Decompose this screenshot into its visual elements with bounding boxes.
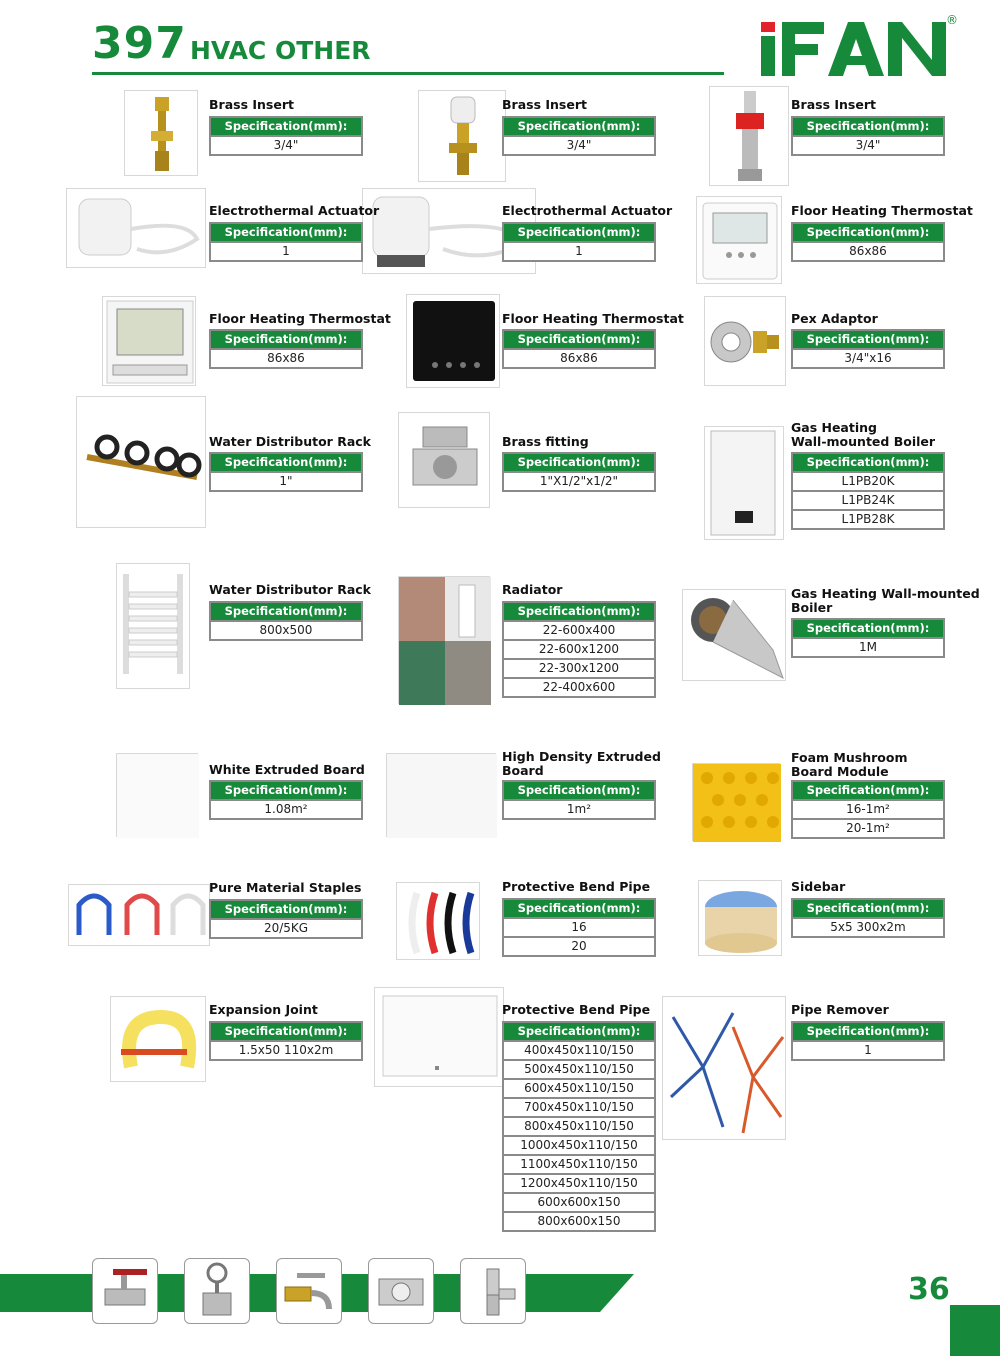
spec-value: L1PB28K bbox=[793, 509, 943, 528]
product-name: Pex Adaptor bbox=[791, 311, 878, 326]
spec-header: Specification(mm): bbox=[504, 1023, 654, 1040]
spec-header: Specification(mm): bbox=[793, 782, 943, 799]
brass-insert-icon bbox=[418, 90, 506, 182]
tray-icon bbox=[374, 987, 504, 1087]
spec-table bbox=[209, 899, 363, 939]
product-name: Expansion Joint bbox=[209, 1002, 318, 1017]
spec-header: Specification(mm): bbox=[504, 782, 654, 799]
spec-value: 1000x450x110/150 bbox=[504, 1135, 654, 1154]
spec-table bbox=[502, 601, 656, 698]
product-name: Water Distributor Rack bbox=[209, 434, 371, 449]
spec-table bbox=[502, 222, 656, 262]
spec-value: 1M bbox=[793, 637, 943, 656]
spec-header: Specification(mm): bbox=[793, 331, 943, 348]
page-number: 36 bbox=[908, 1272, 950, 1307]
spec-value: 1.5x50 110x2m bbox=[211, 1040, 361, 1059]
angle-valve-icon bbox=[460, 1258, 526, 1324]
spec-value: L1PB20K bbox=[793, 471, 943, 490]
spec-table bbox=[791, 1021, 945, 1061]
boiler-icon bbox=[704, 426, 784, 540]
spec-header: Specification(mm): bbox=[504, 224, 654, 241]
spec-value: 20/5KG bbox=[211, 918, 361, 937]
spec-value: 800x500 bbox=[211, 620, 361, 639]
spec-table bbox=[791, 618, 945, 658]
spec-header: Specification(mm): bbox=[504, 454, 654, 471]
expansion-joint-icon bbox=[110, 996, 206, 1082]
spec-header: Specification(mm): bbox=[793, 454, 943, 471]
product-name: Radiator bbox=[502, 582, 563, 597]
product-name: High Density Extruded Board bbox=[502, 749, 661, 778]
spec-header: Specification(mm): bbox=[793, 620, 943, 637]
spec-value: 16 bbox=[504, 917, 654, 936]
spec-value: 800x600x150 bbox=[504, 1211, 654, 1230]
spec-table bbox=[502, 116, 656, 156]
spec-table bbox=[502, 780, 656, 820]
catalog-code: 397 bbox=[92, 18, 187, 69]
spec-header: Specification(mm): bbox=[504, 603, 654, 620]
spec-table bbox=[502, 1021, 656, 1232]
product-name: White Extruded Board bbox=[209, 762, 365, 777]
spec-value: 5x5 300x2m bbox=[793, 917, 943, 936]
spec-value: 3/4" bbox=[793, 135, 943, 154]
spec-value: 600x450x110/150 bbox=[504, 1078, 654, 1097]
spec-table bbox=[502, 898, 656, 957]
spec-value: L1PB24K bbox=[793, 490, 943, 509]
spec-value: 1100x450x110/150 bbox=[504, 1154, 654, 1173]
spec-value: 1 bbox=[793, 1040, 943, 1059]
spec-header: Specification(mm): bbox=[793, 1023, 943, 1040]
radiator-icon bbox=[398, 576, 490, 704]
spec-value: 22-400x600 bbox=[504, 677, 654, 696]
mushroom-board-icon bbox=[692, 763, 780, 841]
spec-value: 400x450x110/150 bbox=[504, 1040, 654, 1059]
thermostat-icon bbox=[406, 294, 500, 388]
spec-value: 3/4" bbox=[504, 135, 654, 154]
ball-valve-icon bbox=[92, 1258, 158, 1324]
brass-insert-icon bbox=[124, 90, 198, 176]
product-name: Brass fitting bbox=[502, 434, 589, 449]
spec-value: 22-300x1200 bbox=[504, 658, 654, 677]
bend-pipe-icon bbox=[396, 882, 480, 960]
spec-value: 3/4"x16 bbox=[793, 348, 943, 367]
product-name: Brass Insert bbox=[209, 97, 294, 112]
spec-header: Specification(mm): bbox=[504, 331, 654, 348]
spec-value: 1.08m² bbox=[211, 799, 361, 818]
spec-header: Specification(mm): bbox=[211, 331, 361, 348]
spec-value: 1" bbox=[211, 471, 361, 490]
spec-table bbox=[791, 116, 945, 156]
brass-insert-icon bbox=[709, 86, 789, 186]
rack-icon bbox=[76, 396, 206, 528]
spec-value: 86x86 bbox=[793, 241, 943, 260]
spec-header: Specification(mm): bbox=[211, 454, 361, 471]
product-name: Electrothermal Actuator bbox=[502, 203, 673, 218]
svg-text:®: ® bbox=[946, 13, 958, 27]
spec-table bbox=[791, 329, 945, 369]
sidebar-roll-icon bbox=[698, 880, 782, 956]
product-name: Brass Insert bbox=[502, 97, 587, 112]
spec-table bbox=[209, 222, 363, 262]
ifan-logo bbox=[756, 12, 956, 82]
union-icon bbox=[368, 1258, 434, 1324]
product-name: Protective Bend Pipe bbox=[502, 879, 651, 894]
spec-value: 20-1m² bbox=[793, 818, 943, 837]
spec-header: Specification(mm): bbox=[211, 1023, 361, 1040]
footer-band-tip bbox=[600, 1274, 634, 1312]
product-name: Gas Heating Wall-mounted Boiler bbox=[791, 420, 936, 449]
spec-value: 1 bbox=[211, 241, 361, 260]
spec-header: Specification(mm): bbox=[211, 118, 361, 135]
product-name: Floor Heating Thermostat bbox=[791, 203, 973, 218]
spec-table bbox=[791, 898, 945, 938]
thermostat-icon bbox=[102, 296, 196, 386]
pex-adaptor-icon bbox=[704, 296, 786, 386]
spec-header: Specification(mm): bbox=[793, 118, 943, 135]
gate-valve-icon bbox=[184, 1258, 250, 1324]
section-title: HVAC OTHER bbox=[190, 36, 371, 65]
spec-value: 1m² bbox=[504, 799, 654, 818]
spec-table bbox=[791, 222, 945, 262]
fitting-icon bbox=[398, 412, 490, 508]
spec-value: 22-600x1200 bbox=[504, 639, 654, 658]
product-name: Pure Material Staples bbox=[209, 880, 362, 895]
product-name: Brass Insert bbox=[791, 97, 876, 112]
spec-table bbox=[209, 329, 363, 369]
product-name: Electrothermal Actuator bbox=[209, 203, 380, 218]
product-name: Gas Heating Wall-mounted Boiler bbox=[791, 586, 980, 615]
spec-table bbox=[209, 452, 363, 492]
spec-header: Specification(mm): bbox=[211, 603, 361, 620]
spec-table bbox=[209, 1021, 363, 1061]
product-name: Floor Heating Thermostat bbox=[502, 311, 684, 326]
product-name: Pipe Remover bbox=[791, 1002, 889, 1017]
spec-value: 800x450x110/150 bbox=[504, 1116, 654, 1135]
spec-value: 86x86 bbox=[211, 348, 361, 367]
spec-header: Specification(mm): bbox=[211, 782, 361, 799]
spec-value: 16-1m² bbox=[793, 799, 943, 818]
product-name: Floor Heating Thermostat bbox=[209, 311, 391, 326]
spec-value: 22-600x400 bbox=[504, 620, 654, 639]
spec-header: Specification(mm): bbox=[504, 118, 654, 135]
spec-value: 500x450x110/150 bbox=[504, 1059, 654, 1078]
faucet-icon bbox=[276, 1258, 342, 1324]
thermostat-icon bbox=[696, 196, 782, 284]
spec-table bbox=[209, 780, 363, 820]
spec-header: Specification(mm): bbox=[504, 900, 654, 917]
spec-header: Specification(mm): bbox=[793, 224, 943, 241]
product-name: Sidebar bbox=[791, 879, 846, 894]
spec-value: 1200x450x110/150 bbox=[504, 1173, 654, 1192]
corner-block bbox=[950, 1305, 1000, 1356]
product-name: Foam Mushroom Board Module bbox=[791, 750, 908, 779]
spec-value: 700x450x110/150 bbox=[504, 1097, 654, 1116]
spec-value: 1"X1/2"x1/2" bbox=[504, 471, 654, 490]
staples-icon bbox=[68, 884, 210, 946]
product-name: Protective Bend Pipe bbox=[502, 1002, 651, 1017]
spec-value: 86x86 bbox=[504, 348, 654, 367]
spec-table bbox=[209, 601, 363, 641]
radiator-icon bbox=[116, 563, 190, 689]
spec-value: 600x600x150 bbox=[504, 1192, 654, 1211]
spec-header: Specification(mm): bbox=[793, 900, 943, 917]
board-icon bbox=[386, 753, 496, 837]
product-name: Water Distributor Rack bbox=[209, 582, 371, 597]
header-divider bbox=[92, 72, 724, 75]
spec-value: 20 bbox=[504, 936, 654, 955]
spec-header: Specification(mm): bbox=[211, 224, 361, 241]
pipe-remover-icon bbox=[662, 996, 786, 1140]
spec-header: Specification(mm): bbox=[211, 901, 361, 918]
insulation-roll-icon bbox=[682, 589, 786, 681]
spec-table bbox=[502, 452, 656, 492]
spec-value: 3/4" bbox=[211, 135, 361, 154]
actuator-icon bbox=[66, 188, 206, 268]
spec-value: 1 bbox=[504, 241, 654, 260]
spec-table bbox=[791, 452, 945, 530]
board-icon bbox=[116, 753, 198, 837]
spec-table bbox=[502, 329, 656, 369]
spec-table bbox=[209, 116, 363, 156]
spec-table bbox=[791, 780, 945, 839]
